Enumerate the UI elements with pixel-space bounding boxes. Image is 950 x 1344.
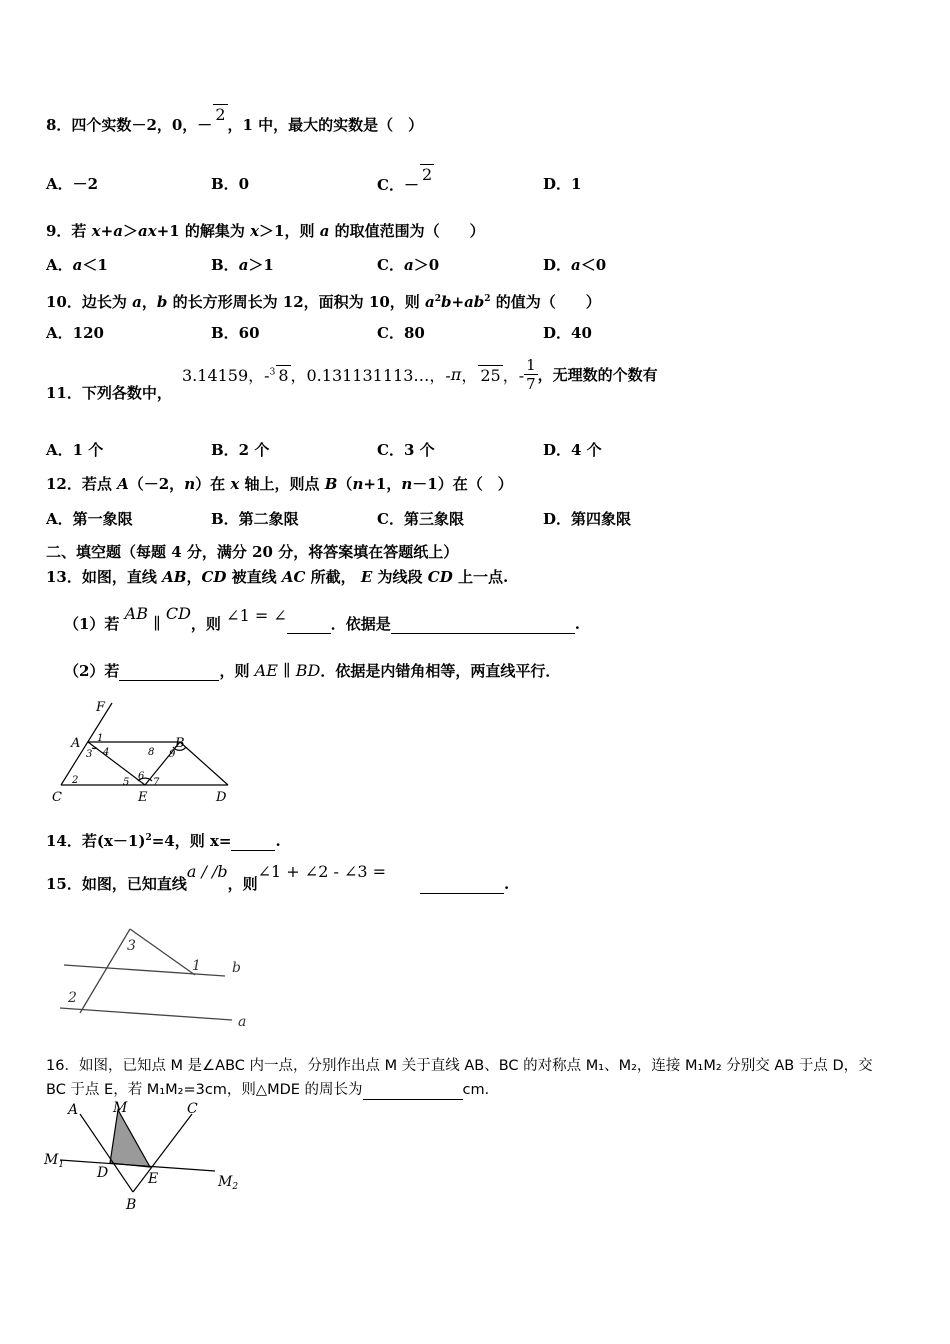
text-fragment: ．依据是 — [330, 615, 391, 633]
text-fragment: x — [91, 222, 101, 240]
text-fragment: ，则 — [227, 875, 258, 893]
text-fragment: ，无理数的个数有 — [537, 366, 658, 384]
label-2: 2 — [72, 775, 79, 786]
shaded-triangle-mde — [110, 1110, 150, 1167]
q11-option-c[interactable]: C．3 个 — [377, 441, 435, 459]
q10-option-a[interactable]: A．120 — [46, 324, 104, 342]
text-fragment: （1）若 — [64, 615, 125, 633]
label-9: 9 — [169, 749, 176, 760]
label-1: 1 — [192, 958, 201, 974]
q11-number-list — [182, 356, 658, 393]
text-fragment: +1 的解集为 — [156, 222, 251, 240]
text-fragment: CD — [165, 604, 191, 623]
sqrt-25: 25 — [480, 365, 501, 385]
text-fragment: a — [113, 222, 123, 240]
text-fragment: ＞1，则 — [259, 222, 320, 240]
text-fragment: 2 — [484, 294, 491, 304]
label-M2 — [217, 1174, 238, 1192]
q14-stem — [46, 828, 281, 851]
label-b: b — [232, 960, 241, 976]
text-fragment: 所截， — [305, 568, 361, 586]
q12-option-d[interactable]: D．第四象限 — [543, 510, 632, 528]
label-2: 2 — [68, 990, 77, 1006]
text-fragment: 9．若 — [46, 222, 92, 240]
text-fragment: ．依据是内错角相等，两直线平行． — [320, 662, 561, 680]
q16-line1: 16．如图，已知点 M 是∠ABC 内一点，分别作出点 M 关于直线 AB、BC 的对称点 M₁、M₂，连接 M₁M₂ 分别交 AB 于点 D，交 — [46, 1058, 873, 1074]
text-fragment: . — [275, 832, 281, 850]
label-C: C — [187, 1101, 198, 1117]
text-fragment: AC — [281, 568, 306, 586]
answer-blank-perimeter[interactable] — [363, 1083, 463, 1100]
q10-option-b[interactable]: B．60 — [211, 324, 260, 342]
label-C: C — [52, 790, 62, 805]
q16-line2 — [46, 1080, 499, 1100]
text-fragment: ，0.131131113…，- — [290, 366, 451, 385]
label-M1 — [43, 1152, 64, 1170]
label-7: 7 — [153, 777, 160, 788]
text-fragment: ＜1 — [82, 256, 108, 274]
q8-option-b[interactable]: B．0 — [211, 175, 250, 193]
answer-blank-angle-sum[interactable] — [420, 877, 504, 894]
q11-option-a[interactable]: A．1 个 — [46, 441, 104, 459]
label-4: 4 — [103, 747, 110, 758]
text-fragment: 2 — [232, 1182, 239, 1192]
text-fragment: 1 — [58, 1160, 65, 1170]
text-fragment: ＜0 — [580, 256, 607, 274]
line-a — [60, 1008, 232, 1020]
text-fragment: a — [72, 256, 83, 274]
label-B: B — [175, 736, 185, 751]
text-fragment: a / /b — [186, 862, 228, 881]
text-fragment: ，则 — [219, 662, 255, 680]
q12-option-a[interactable]: A．第一象限 — [46, 510, 133, 528]
label-B: B — [126, 1197, 137, 1213]
text-fragment: + — [100, 222, 114, 240]
text-fragment: ＞ — [122, 222, 138, 240]
q15-stem — [46, 862, 510, 894]
text-fragment: CD — [427, 568, 453, 586]
line-fc — [61, 703, 112, 785]
sqrt-2: 2 — [421, 165, 433, 184]
text-fragment: 13．如图，直线 — [46, 568, 163, 586]
answer-blank-condition[interactable] — [119, 664, 219, 681]
text-fragment: ， — [186, 568, 202, 586]
text-fragment: BD — [295, 661, 321, 680]
text-fragment: 上一点. — [452, 568, 509, 586]
text-fragment: +1， — [363, 475, 402, 493]
cube-root: 8 — [278, 365, 289, 385]
q9-stem — [46, 221, 485, 241]
answer-blank-reason[interactable] — [391, 617, 575, 634]
label-3: 3 — [86, 749, 93, 760]
text-fragment: 10．边长为 — [46, 293, 133, 311]
fraction — [524, 356, 538, 393]
label-5: 5 — [123, 777, 130, 788]
text-fragment: 的值为（ ） — [490, 293, 601, 311]
text-fragment: x — [250, 222, 260, 240]
q8-option-c[interactable] — [377, 165, 434, 195]
text-fragment: 12．若点 — [46, 475, 118, 493]
text-fragment: a — [403, 256, 414, 274]
text-fragment: 轴上，则点 — [239, 475, 325, 493]
text-fragment: 的取值范围为（ ） — [329, 222, 485, 240]
text-fragment: ∠1 + ∠2 - ∠3 = — [257, 862, 387, 881]
q11-option-d[interactable]: D．4 个 — [543, 441, 602, 459]
q13-stem — [46, 567, 508, 587]
text-fragment: M — [44, 1152, 59, 1168]
text-fragment: C．－ — [377, 176, 419, 194]
q13-part1 — [64, 604, 580, 634]
q15-figure — [50, 920, 260, 1032]
text-fragment: n — [184, 475, 196, 493]
q9-option-d[interactable] — [543, 255, 606, 275]
q11-option-b[interactable]: B．2 个 — [211, 441, 270, 459]
text-fragment: x — [230, 475, 240, 493]
text-fragment: 为线段 — [372, 568, 428, 586]
text-fragment: 7 — [526, 375, 536, 393]
label-8: 8 — [148, 747, 155, 758]
text-fragment: ∥ — [283, 661, 291, 680]
text-fragment: 14．若(x－1) — [46, 832, 146, 850]
text-fragment: 2 — [434, 294, 441, 304]
text-fragment: CD — [201, 568, 227, 586]
text-fragment: A — [117, 475, 129, 493]
text-fragment: cm． — [462, 1082, 500, 1098]
answer-blank-x[interactable] — [231, 834, 275, 851]
label-D: D — [97, 1165, 109, 1181]
q12-option-c[interactable]: C．第三象限 — [377, 510, 464, 528]
text-fragment: 15．如图，已知直线 — [46, 875, 187, 893]
label-M: M — [113, 1100, 128, 1116]
label-A: A — [68, 1102, 79, 1118]
text-fragment: AB — [124, 604, 148, 623]
text-fragment: 1 — [526, 356, 536, 374]
text-fragment: a — [137, 222, 148, 240]
label-E: E — [148, 1171, 159, 1187]
text-fragment: D． — [543, 256, 572, 274]
text-fragment: 的长方形周长为 12，面积为 10，则 — [167, 293, 425, 311]
text-fragment: （ — [337, 475, 353, 493]
q9-option-a[interactable] — [46, 255, 108, 275]
label-A: A — [71, 736, 81, 751]
text-fragment: ， — [461, 366, 478, 385]
answer-blank-angle[interactable] — [287, 617, 331, 634]
line-bd — [180, 742, 228, 785]
text-fragment: ∥ — [153, 614, 161, 633]
text-fragment: a — [132, 293, 142, 311]
text-fragment: B — [324, 475, 338, 493]
text-fragment: 8．四个实数－2，0，－ — [46, 116, 213, 134]
q16-figure — [40, 1100, 250, 1215]
text-fragment: E — [360, 568, 373, 586]
text-fragment: ＞1 — [248, 256, 274, 274]
text-fragment: ， — [141, 293, 157, 311]
text-fragment: b — [441, 293, 452, 311]
text-fragment: －1）在（ ） — [412, 475, 513, 493]
q10-option-c[interactable]: C．80 — [377, 324, 425, 342]
text-fragment: . — [504, 875, 510, 893]
text-fragment: A． — [46, 256, 73, 274]
q8-option-d[interactable]: D．1 — [543, 175, 582, 193]
sqrt-2: 2 — [215, 105, 226, 124]
text-fragment: =4，则 x= — [151, 832, 232, 850]
text-fragment: BC 于点 E，若 M₁M₂=3cm，则△MDE 的周长为 — [46, 1082, 363, 1098]
label-6: 6 — [138, 771, 145, 782]
text-fragment: ab — [464, 293, 485, 311]
q12-stem — [46, 474, 513, 494]
text-fragment: 被直线 — [226, 568, 282, 586]
text-fragment: （2）若 — [64, 662, 120, 680]
q8-stem — [46, 105, 424, 135]
text-fragment: ，则 — [190, 615, 227, 633]
q8-option-a[interactable]: A．－2 — [46, 175, 99, 193]
q10-option-d[interactable]: D．40 — [543, 324, 592, 342]
text-fragment: x — [147, 222, 157, 240]
transversal — [80, 929, 130, 1013]
text-fragment: ，- — [502, 366, 525, 385]
text-fragment: ，1 中，最大的实数是（ ） — [227, 116, 424, 134]
text-fragment: ）在 — [195, 475, 231, 493]
label-1: 1 — [97, 733, 104, 744]
text-fragment: a — [425, 293, 435, 311]
q13-part2 — [64, 661, 560, 681]
label-E: E — [138, 790, 148, 805]
text-fragment: + — [451, 293, 465, 311]
text-fragment: . — [574, 615, 580, 633]
label-D: D — [216, 790, 227, 805]
text-fragment: a — [319, 222, 330, 240]
label-F: F — [96, 700, 106, 715]
q11-stem-label: 11．下列各数中， — [46, 384, 172, 402]
q9-option-c[interactable] — [377, 255, 439, 275]
text-fragment: π — [450, 365, 462, 384]
text-fragment: B． — [211, 256, 239, 274]
section-title: 二、填空题（每题 4 分，满分 20 分，将答案填在答题纸上） — [46, 543, 459, 561]
text-fragment: n — [352, 475, 364, 493]
label-3: 3 — [127, 938, 136, 954]
text-fragment: M — [218, 1174, 233, 1190]
q9-option-b[interactable] — [211, 255, 274, 275]
q10-stem — [46, 289, 601, 312]
text-fragment: a — [238, 256, 249, 274]
text-fragment: ＞0 — [413, 256, 440, 274]
text-fragment: 2 — [145, 833, 152, 843]
text-fragment: AB — [162, 568, 187, 586]
text-fragment: ∠1 = ∠ — [226, 606, 287, 625]
text-fragment: 3.14159，- — [182, 366, 270, 385]
q12-option-b[interactable]: B．第二象限 — [211, 510, 299, 528]
label-a: a — [238, 1014, 247, 1030]
text-fragment: 3 — [269, 367, 276, 378]
text-fragment: C． — [377, 256, 404, 274]
text-fragment: AE — [254, 661, 278, 680]
text-fragment: a — [571, 256, 581, 274]
triangle-side — [130, 929, 195, 975]
text-fragment: （－2， — [128, 475, 185, 493]
text-fragment: b — [156, 293, 168, 311]
q13-figure — [40, 695, 240, 807]
text-fragment: n — [401, 475, 413, 493]
